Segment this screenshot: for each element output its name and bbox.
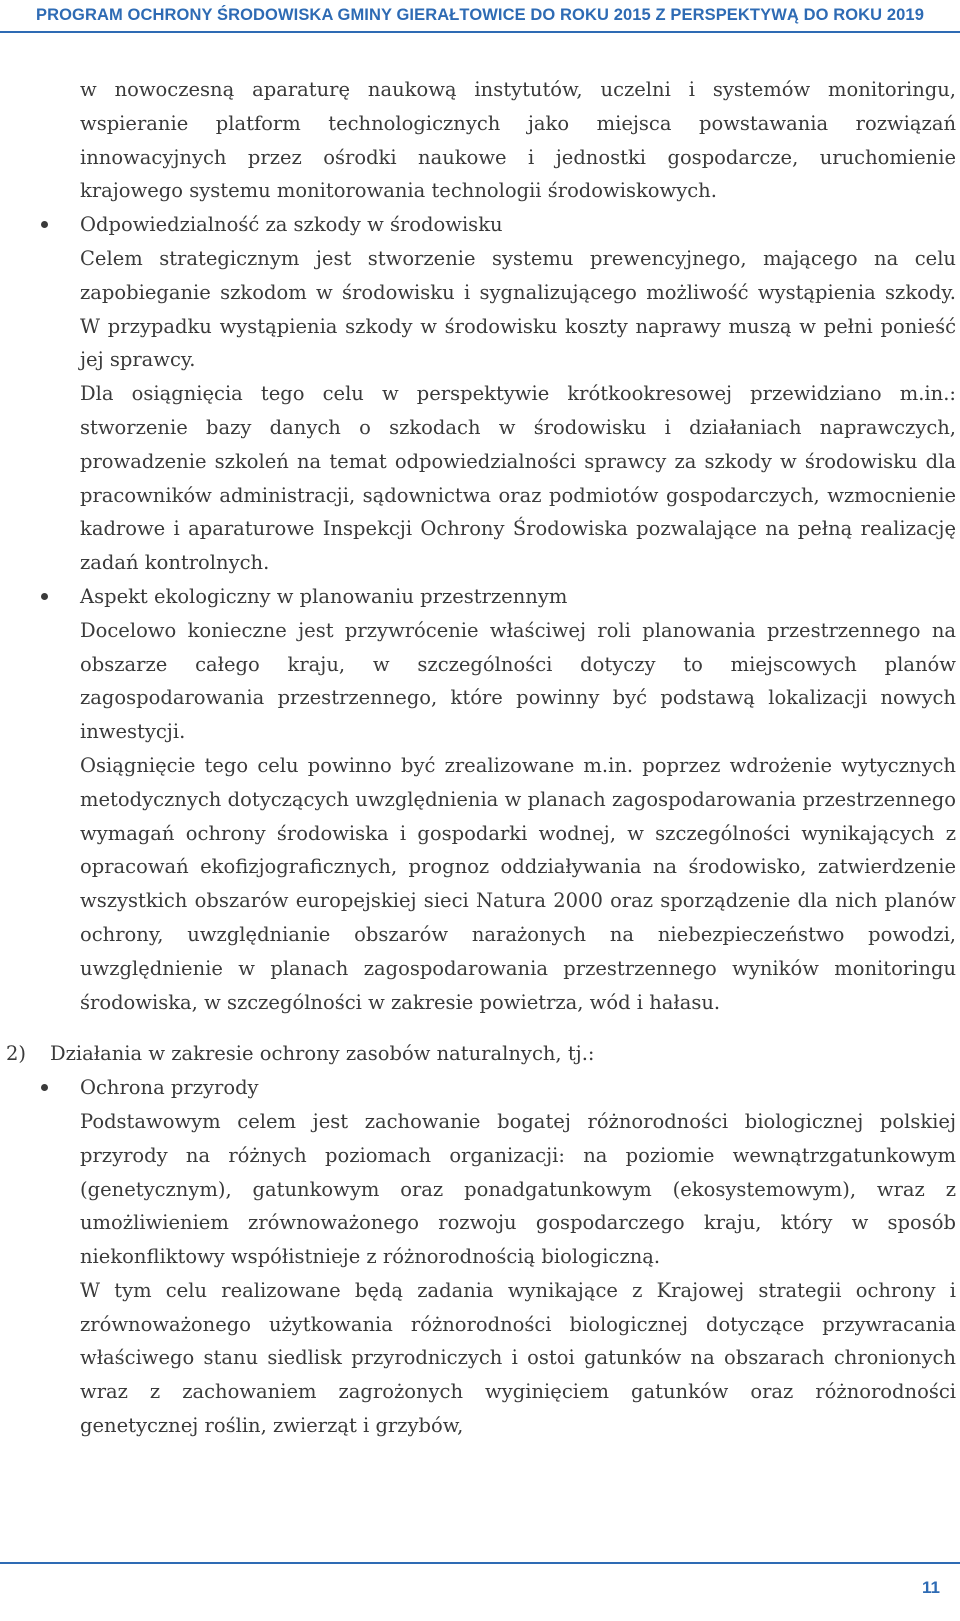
page-header: PROGRAM OCHRONY ŚRODOWISKA GMINY GIERAŁTOWICE DO ROKU 2015 Z PERSPEKTYWĄ DO ROKU 2019 (35, 6, 924, 24)
page-content (0, 73, 960, 1443)
intro-paragraph (80, 73, 956, 208)
header-divider (0, 31, 960, 33)
bullet-body (80, 1071, 956, 1443)
paragraph: Celem strategicznym jest stworzenie systemu prewencyjnego, mającego na celu zapobieganie szkodom w środowisku i sygnalizującego możliwość wystąpienia szkody. W przypadku wystąpienia szkody w środowisku koszty naprawy muszą w pełni ponieść jej sprawcy. (80, 246, 956, 372)
bullet-body (80, 580, 956, 1019)
paragraph: Osiągnięcie tego celu powinno być zrealizowane m.in. poprzez wdrożenie wytycznych metodycznych dotyczących uwzględnienia w planach zagospodarowania przestrzennego wymagań ochrony środowiska i gospodarki wodnej, w szczególności wynikających z opracowań ekofizjograficznych, prognoz oddziaływania na środowisko, zatwierdzenie wszystkich obszarów europejskiej sieci Natura 2000 oraz sporządzenie dla nich planów ochrony, uwzględnianie obszarów narażonych na niebezpieczeństwo powodzi, uwzględnienie w planach zagospodarowania przestrzennego wyników monitoringu środowiska, w szczególności w zakresie powietrza, wód i hałasu. (80, 753, 956, 1014)
bullet-dot-icon (41, 1084, 48, 1091)
paragraph: Podstawowym celem jest zachowanie bogatej różnorodności biologicznej polskiej przyrody na różnych poziomach organizacji: na poziomie wewnątrzgatunkowym (genetycznym), gatunkowym oraz ponadgatunkowym (ekosystemowym), wraz z umożliwieniem zrównoważonego rozwoju gospodarczego kraju, który w sposób niekonfliktowy współistnieje z różnorodnością biologiczną. (80, 1109, 956, 1269)
bullet-heading: Ochrona przyrody (80, 1076, 259, 1100)
bullet-dot-icon (41, 221, 48, 228)
bullet-heading: Odpowiedzialność za szkody w środowisku (80, 213, 503, 237)
bullet-dot-icon (41, 593, 48, 600)
section-number: 2) (6, 1042, 27, 1066)
bullet-body (80, 208, 956, 580)
bullet-item-spatial-planning (80, 580, 956, 1019)
footer-divider (0, 1562, 960, 1564)
paragraph: w nowoczesną aparaturę naukową instytutów, uczelni i systemów monitoringu, wspieranie platform technologicznych jako miejsca powstawania rozwiązań innowacyjnych przez ośrodki naukowe i jednostki gospodarcze, uruchomienie krajowego systemu monitorowania technologii środowiskowych. (80, 78, 956, 203)
paragraph: W tym celu realizowane będą zadania wynikające z Krajowej strategii ochrony i zrównoważonego użytkowania różnorodności biologicznej dotyczące przywracania właściwego stanu siedlisk przyrodniczych i ostoi gatunków na obszarach chronionych wraz z zachowaniem zagrożonych wyginięciem gatunków oraz różnorodności genetycznej roślin, zwierząt i grzybów, (80, 1278, 956, 1438)
bullet-item-nature-protection (80, 1071, 956, 1443)
bullet-heading: Aspekt ekologiczny w planowaniu przestrzennym (80, 584, 568, 608)
paragraph: Docelowo konieczne jest przywrócenie właściwej roli planowania przestrzennego na obszarze całego kraju, w szczególności dotyczy to miejscowych planów zagospodarowania przestrzennego, które powinny być podstawą lokalizacji nowych inwestycji. (80, 618, 956, 744)
section-title: Działania w zakresie ochrony zasobów naturalnych, tj.: (50, 1042, 595, 1066)
numbered-section-2 (6, 1037, 960, 1071)
bullet-item-environmental-liability (80, 208, 956, 580)
page-number: 11 (922, 1578, 940, 1597)
paragraph: Dla osiągnięcia tego celu w perspektywie krótkookresowej przewidziano m.in.: stworzenie bazy danych o szkodach w środowisku i działaniach naprawczych, prowadzenie szkoleń na temat odpowiedzialności sprawcy za szkody w środowisku dla pracowników administracji, sądownictwa oraz podmiotów gospodarczych, wzmocnienie kadrowe i aparaturowe Inspekcji Ochrony Środowiska pozwalające na pełną realizację zadań kontrolnych. (80, 382, 956, 575)
